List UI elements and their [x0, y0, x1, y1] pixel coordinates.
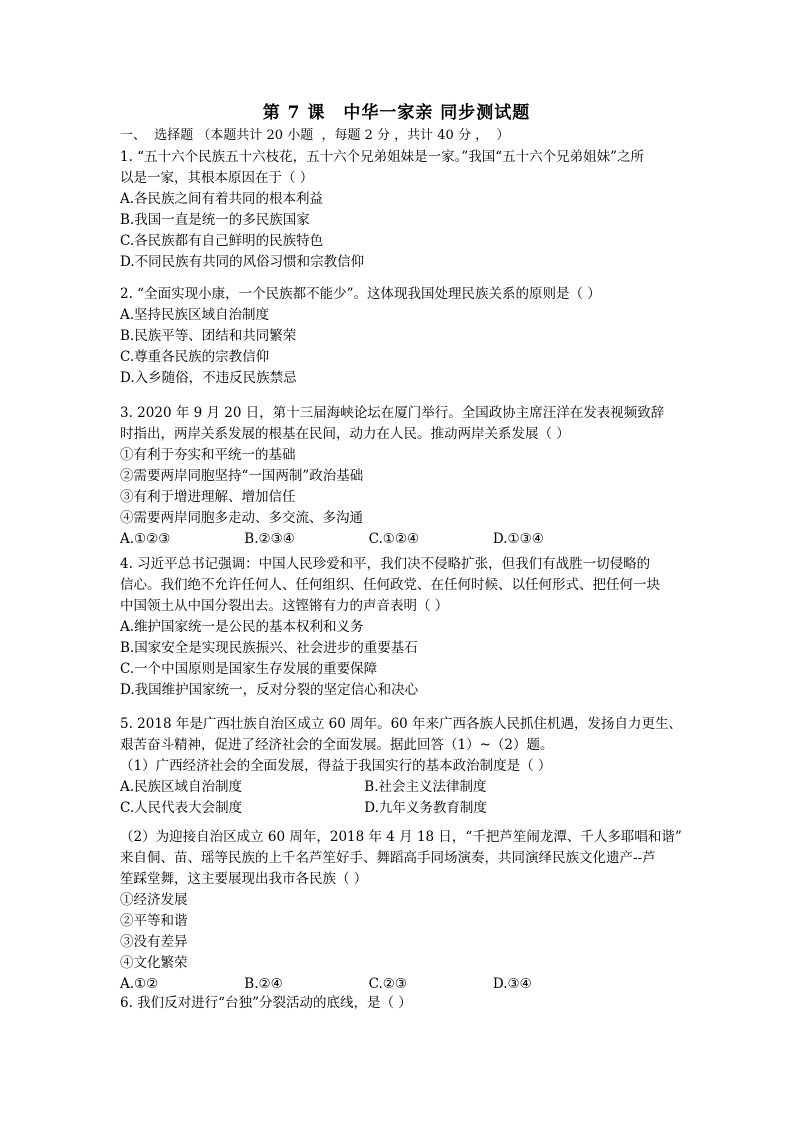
statement-item: ④需要两岸同胞多走动、多交流、多沟通 — [120, 510, 363, 526]
option-a: A.①② — [120, 976, 159, 992]
option-b: B.②④ — [244, 976, 283, 992]
option-c: C.人民代表大会制度 — [120, 800, 243, 816]
question-6 — [120, 993, 680, 1014]
question-stem: 中国领土从中国分裂出去。这铿锵有力的声音表明（ ） — [120, 598, 449, 614]
question-stem: 以是一家，其根本原因在于（ ） — [120, 170, 314, 186]
question-stem: 3. 2020 年 9 月 20 日，第十三届海峡论坛在厦门举行。全国政协主席汪洋在发表视频致辞 — [120, 405, 665, 421]
question-stem: 艰苦奋斗精神，促进了经济社会的全面发展。据此回答（1）~（2）题。 — [120, 737, 554, 753]
option-c: C.尊重各民族的宗教信仰 — [120, 349, 270, 365]
question-stem: 时指出，两岸关系发展的根基在民间，动力在人民。推动两岸关系发展（ ） — [120, 426, 570, 442]
option-d: D.九年义务教育制度 — [364, 800, 487, 816]
option-c: C.各民族都有自己鲜明的民族特色 — [120, 233, 324, 249]
question-stem: 2. “全面实现小康，一个民族都不能少”。这体现我国处理民族关系的原则是（ ） — [120, 286, 601, 302]
question-stem: 1. “五十六个民族五十六枝花，五十六个兄弟姐妹是一家。”我国“五十六个兄弟姐妹”之所 — [120, 149, 645, 165]
option-b: B.②③④ — [244, 531, 295, 547]
option-c: C.一个中国原则是国家生存发展的重要保障 — [120, 661, 378, 677]
question-stem: 6. 我们反对进行“台独”分裂活动的底线，是（ ） — [120, 995, 412, 1011]
option-d: D.①③④ — [492, 531, 544, 547]
option-d: D.入乡随俗，不违反民族禁忌 — [120, 370, 297, 386]
option-c: C.①②④ — [368, 531, 420, 547]
statement-item: ①经济发展 — [120, 892, 188, 908]
question-stem: 4. 习近平总书记强调：中国人民珍爱和平，我们决不侵略扩张，但我们有战胜一切侵略的 — [120, 556, 651, 572]
option-d: D.③④ — [492, 976, 532, 992]
option-d: D.不同民族有共同的风俗习惯和宗教信仰 — [120, 254, 365, 270]
question-1 — [120, 147, 680, 273]
statement-item: ②需要两岸同胞坚持“一国两制”政治基础 — [120, 468, 364, 484]
option-a: A.维护国家统一是公民的基本权利和义务 — [120, 619, 364, 635]
question-5-part-2 — [120, 827, 680, 995]
question-stem: 5. 2018 年是广西壮族自治区成立 60 周年。60 年来广西各族人民抓住机遇，发扬自力更生、 — [120, 716, 683, 732]
option-a: A.民族区域自治制度 — [120, 779, 243, 795]
options-row — [120, 974, 680, 995]
sub-question-stem: （1）广西经济社会的全面发展，得益于我国实行的基本政治制度是（ ） — [120, 758, 552, 774]
statement-item: ③有利于增进理解、增加信任 — [120, 489, 296, 505]
option-b: B.民族平等、团结和共同繁荣 — [120, 328, 297, 344]
sub-question-stem: 笙踩堂舞，这主要展现出我市各民族（ ） — [120, 871, 368, 887]
option-a: A.各民族之间有着共同的根本利益 — [120, 191, 324, 207]
option-b: B.我国一直是统一的多民族国家 — [120, 212, 310, 228]
page-title: 第 7 课 中华一家亲 同步测试题 — [262, 103, 531, 123]
option-d: D.我国维护国家统一，反对分裂的坚定信心和决心 — [120, 682, 419, 698]
options-row — [120, 529, 680, 550]
options-row — [120, 798, 680, 819]
statement-item: ②平等和谐 — [120, 913, 188, 929]
option-b: B.国家安全是实现民族振兴、社会进步的重要基石 — [120, 640, 418, 656]
option-b: B.社会主义法律制度 — [364, 779, 487, 795]
question-2 — [120, 284, 680, 389]
question-4 — [120, 554, 680, 701]
statement-item: ①有利于夯实和平统一的基础 — [120, 447, 296, 463]
question-stem: 信心。我们绝不允许任何人、任何组织、任何政党、在任何时候、以任何形式、把任何一块 — [120, 577, 660, 593]
section-heading: 一、 选择题 （本题共计 20 小题 ，每题 2 分 ，共计 40 分 ， ） — [120, 128, 510, 143]
options-row — [120, 777, 680, 798]
statement-item: ③没有差异 — [120, 934, 188, 950]
option-a: A.坚持民族区域自治制度 — [120, 307, 270, 323]
option-c: C.②③ — [368, 976, 407, 992]
question-3 — [120, 403, 680, 550]
option-a: A.①②③ — [120, 531, 171, 547]
sub-question-stem: 来自侗、苗、瑶等民族的上千名芦笙好手、舞蹈高手同场演奏，共同演绎民族文化遗产--芦 — [120, 850, 656, 866]
sub-question-stem: （2）为迎接自治区成立 60 周年，2018 年 4 月 18 日，“千把芦笙闹龙潭、千人多耶唱和谐” — [120, 829, 682, 845]
statement-item: ④文化繁荣 — [120, 955, 188, 971]
question-5 — [120, 714, 683, 819]
